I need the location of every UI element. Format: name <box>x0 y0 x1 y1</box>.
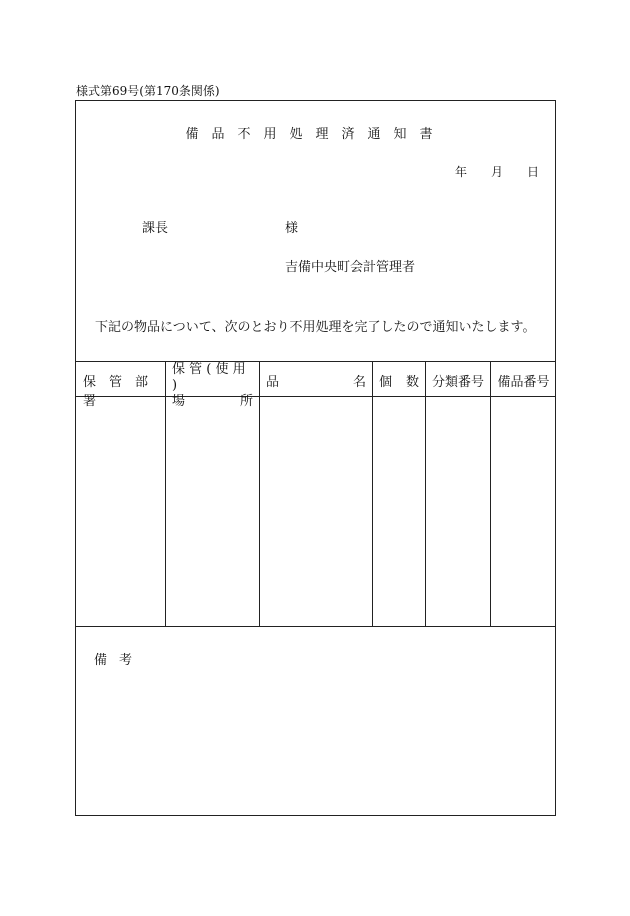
date-year: 年 <box>455 165 468 179</box>
header-location-line2 <box>172 394 253 410</box>
header-quantity-b: 数 <box>405 375 419 390</box>
date-day: 日 <box>527 165 540 179</box>
header-item-name-b: 名 <box>352 375 366 390</box>
header-quantity <box>373 361 425 396</box>
document-title: 備品不用処理済通知書 <box>185 127 446 142</box>
date-month: 月 <box>491 165 504 179</box>
column-divider <box>490 361 491 626</box>
header-location-place-b: 所 <box>239 394 253 409</box>
remarks-label: 備考 <box>94 653 145 668</box>
notice-body-text: 下記の物品について、次のとおり不用処理を完了したので通知いたします。 <box>95 320 536 335</box>
header-storage-dept-label: 保 管 部 署 <box>83 375 162 409</box>
header-equipment-number <box>491 361 556 396</box>
header-equipment-number-label: 備品番号 <box>497 375 550 390</box>
column-divider <box>425 361 426 626</box>
form-number-label: 様式第69号(第170条関係) <box>76 84 220 98</box>
addressee-honorific: 様 <box>285 221 299 236</box>
header-location-place-a: 場 <box>172 394 186 409</box>
form-frame <box>75 100 556 816</box>
table-bottom-rule <box>75 626 556 627</box>
column-divider <box>259 361 260 626</box>
header-storage-dept <box>75 361 165 409</box>
header-item-name-a: 品 <box>266 375 280 390</box>
header-quantity-a: 個 <box>379 375 393 390</box>
header-class-number <box>426 361 490 396</box>
header-item-name <box>260 361 372 396</box>
header-storage-location <box>166 361 259 409</box>
header-location-line1: 保 管 ( 使 用 ) <box>172 362 246 393</box>
column-divider <box>372 361 373 626</box>
issuer-name: 吉備中央町会計管理者 <box>285 260 416 275</box>
addressee-section: 課長 <box>142 221 169 236</box>
header-class-number-label: 分類番号 <box>431 375 484 390</box>
column-divider <box>165 361 166 626</box>
